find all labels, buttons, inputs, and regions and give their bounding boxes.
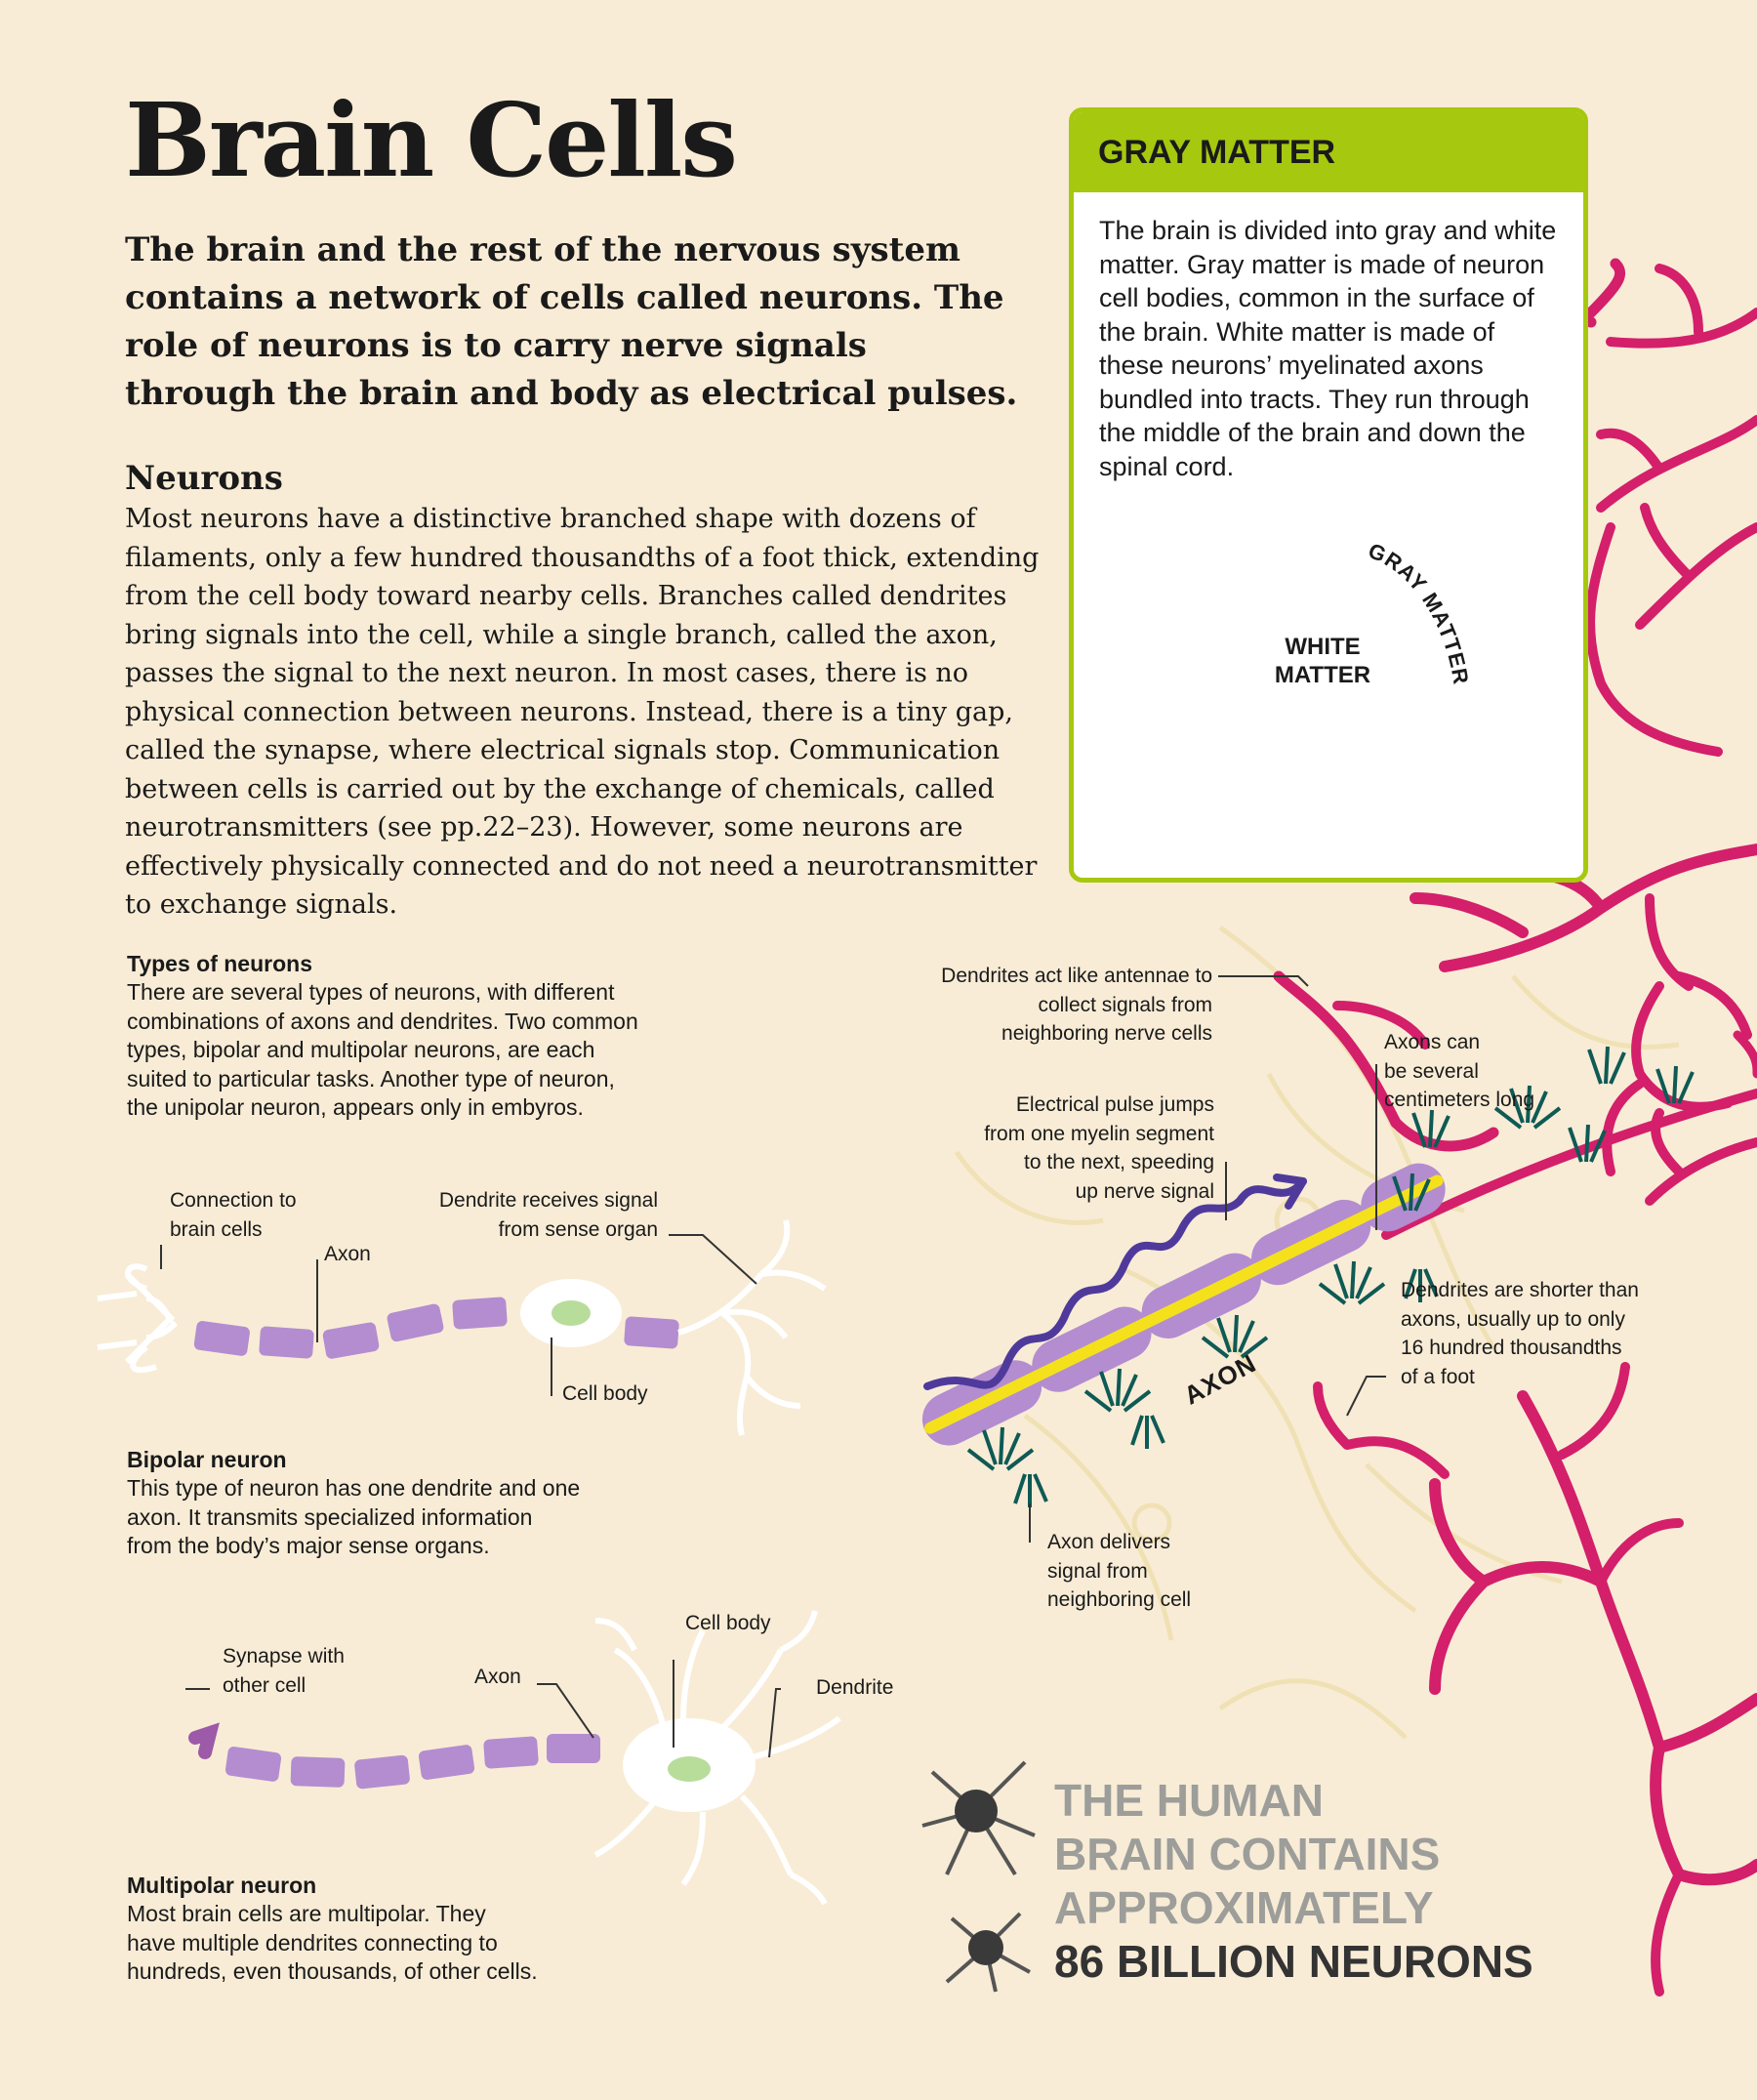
label-bipolar-axon: Axon <box>324 1243 371 1265</box>
neurons-heading: Neurons <box>125 459 283 498</box>
multipolar-caption <box>127 1871 674 1987</box>
white-matter-label: WHITE MATTER <box>1274 634 1371 688</box>
label-dendrite-receives-signal: Dendrite receives signal from sense organ <box>438 1189 658 1241</box>
label-electrical-pulse: Electrical pulse jumps from one myelin segment to the next, speeding up nerve signal <box>984 1093 1214 1203</box>
label-multipolar-axon: Axon <box>474 1666 521 1688</box>
types-heading: Types of neurons <box>127 951 312 976</box>
types-text-line: There are several types of neurons, with different <box>127 979 615 1005</box>
types-text-line: suited to particular tasks. Another type of neuron, <box>127 1065 615 1091</box>
label-bipolar-cell-body: Cell body <box>562 1382 648 1405</box>
page-title: Brain Cells <box>125 80 736 200</box>
multipolar-heading: Multipolar neuron <box>127 1873 317 1898</box>
bipolar-text-line: from the body’s major sense organs. <box>127 1533 490 1558</box>
types-of-neurons-section <box>127 949 732 1123</box>
gray-matter-heading: GRAY MATTER <box>1074 112 1583 192</box>
stat-emphasis: 86 BILLION NEURONS <box>1054 1936 1533 1987</box>
stat-neuron-icons <box>922 1762 1035 1992</box>
label-dendrites-shorter: Dendrites are shorter than axons, usually up to only 16 hundred thousandths of a foot <box>1401 1279 1639 1388</box>
neuron-count-stat <box>1054 1774 1533 1989</box>
types-text-line: types, bipolar and multipolar neurons, are each <box>127 1037 595 1062</box>
multipolar-text-line: have multiple dendrites connecting to <box>127 1929 498 1956</box>
label-multipolar-cell-body: Cell body <box>685 1612 771 1634</box>
neurons-paragraph: Most neurons have a distinctive branched shape with dozens of filaments, only a few hundred thousandths of a foot thick, extending from the cell body toward nearby cells. Branches called dendrites bring signals into the cell, while a single branch, called the axon, passes the signal to the next neuron. In most cases, there is no physical connection between neurons. Instead, there is a tiny gap, called the synapse, where electrical signals stop. Communication between cells is carried out by the exchange of chemicals, called neurotransmitters (see pp.22–23). However, some neurons are effectively physically connected and do not need a neurotransmitter to exchange signals. <box>125 504 1040 920</box>
multipolar-text-line: Most brain cells are multipolar. They <box>127 1901 486 1926</box>
bipolar-text-line: This type of neuron has one dendrite and one <box>127 1475 581 1501</box>
types-text-line: combinations of axons and dendrites. Two common <box>127 1008 638 1034</box>
intro-paragraph: The brain and the rest of the nervous system contains a network of cells called neurons. The role of neurons is to carry nerve signals through the brain and body as electrical pulses. <box>125 230 1018 413</box>
svg-text:GRAY MATTER: GRAY MATTER <box>1365 538 1474 687</box>
types-text-line: the unipolar neuron, appears only in embyros. <box>127 1094 584 1120</box>
stat-line: THE HUMAN <box>1054 1775 1324 1826</box>
label-axons-centimeters-long: Axons can be several centimeters long <box>1384 1031 1535 1111</box>
multipolar-text-line: hundreds, even thousands, of other cells. <box>127 1958 538 1984</box>
gray-matter-text: The brain is divided into gray and white matter. Gray matter is made of neuron cell bodies, common in the surface of the brain. White matter is made of these neurons’ myelinated axons bundled into tracts. They run through the middle of the brain and down the spinal cord. <box>1099 216 1557 481</box>
label-dendrites-antennae: Dendrites act like antennae to collect signals from neighboring nerve cells <box>941 965 1212 1045</box>
axon-word-label: AXON <box>1179 1347 1261 1411</box>
stat-line: BRAIN CONTAINS <box>1054 1829 1441 1879</box>
bipolar-caption <box>127 1445 674 1561</box>
bipolar-neuron-diagram <box>98 1220 825 1435</box>
stat-line: APPROXIMATELY <box>1054 1882 1434 1933</box>
label-multipolar-dendrite: Dendrite <box>816 1676 894 1699</box>
bipolar-text-line: axon. It transmits specialized information <box>127 1503 533 1530</box>
label-synapse-with-other-cell: Synapse with other cell <box>223 1645 345 1697</box>
label-axon-delivers-signal: Axon delivers signal from neighboring cell <box>1047 1531 1192 1611</box>
bipolar-heading: Bipolar neuron <box>127 1447 287 1472</box>
gray-matter-curved-label <box>1347 527 1484 722</box>
label-connection-to-brain-cells: Connection to brain cells <box>170 1189 297 1241</box>
gray-matter-box <box>1069 107 1588 883</box>
